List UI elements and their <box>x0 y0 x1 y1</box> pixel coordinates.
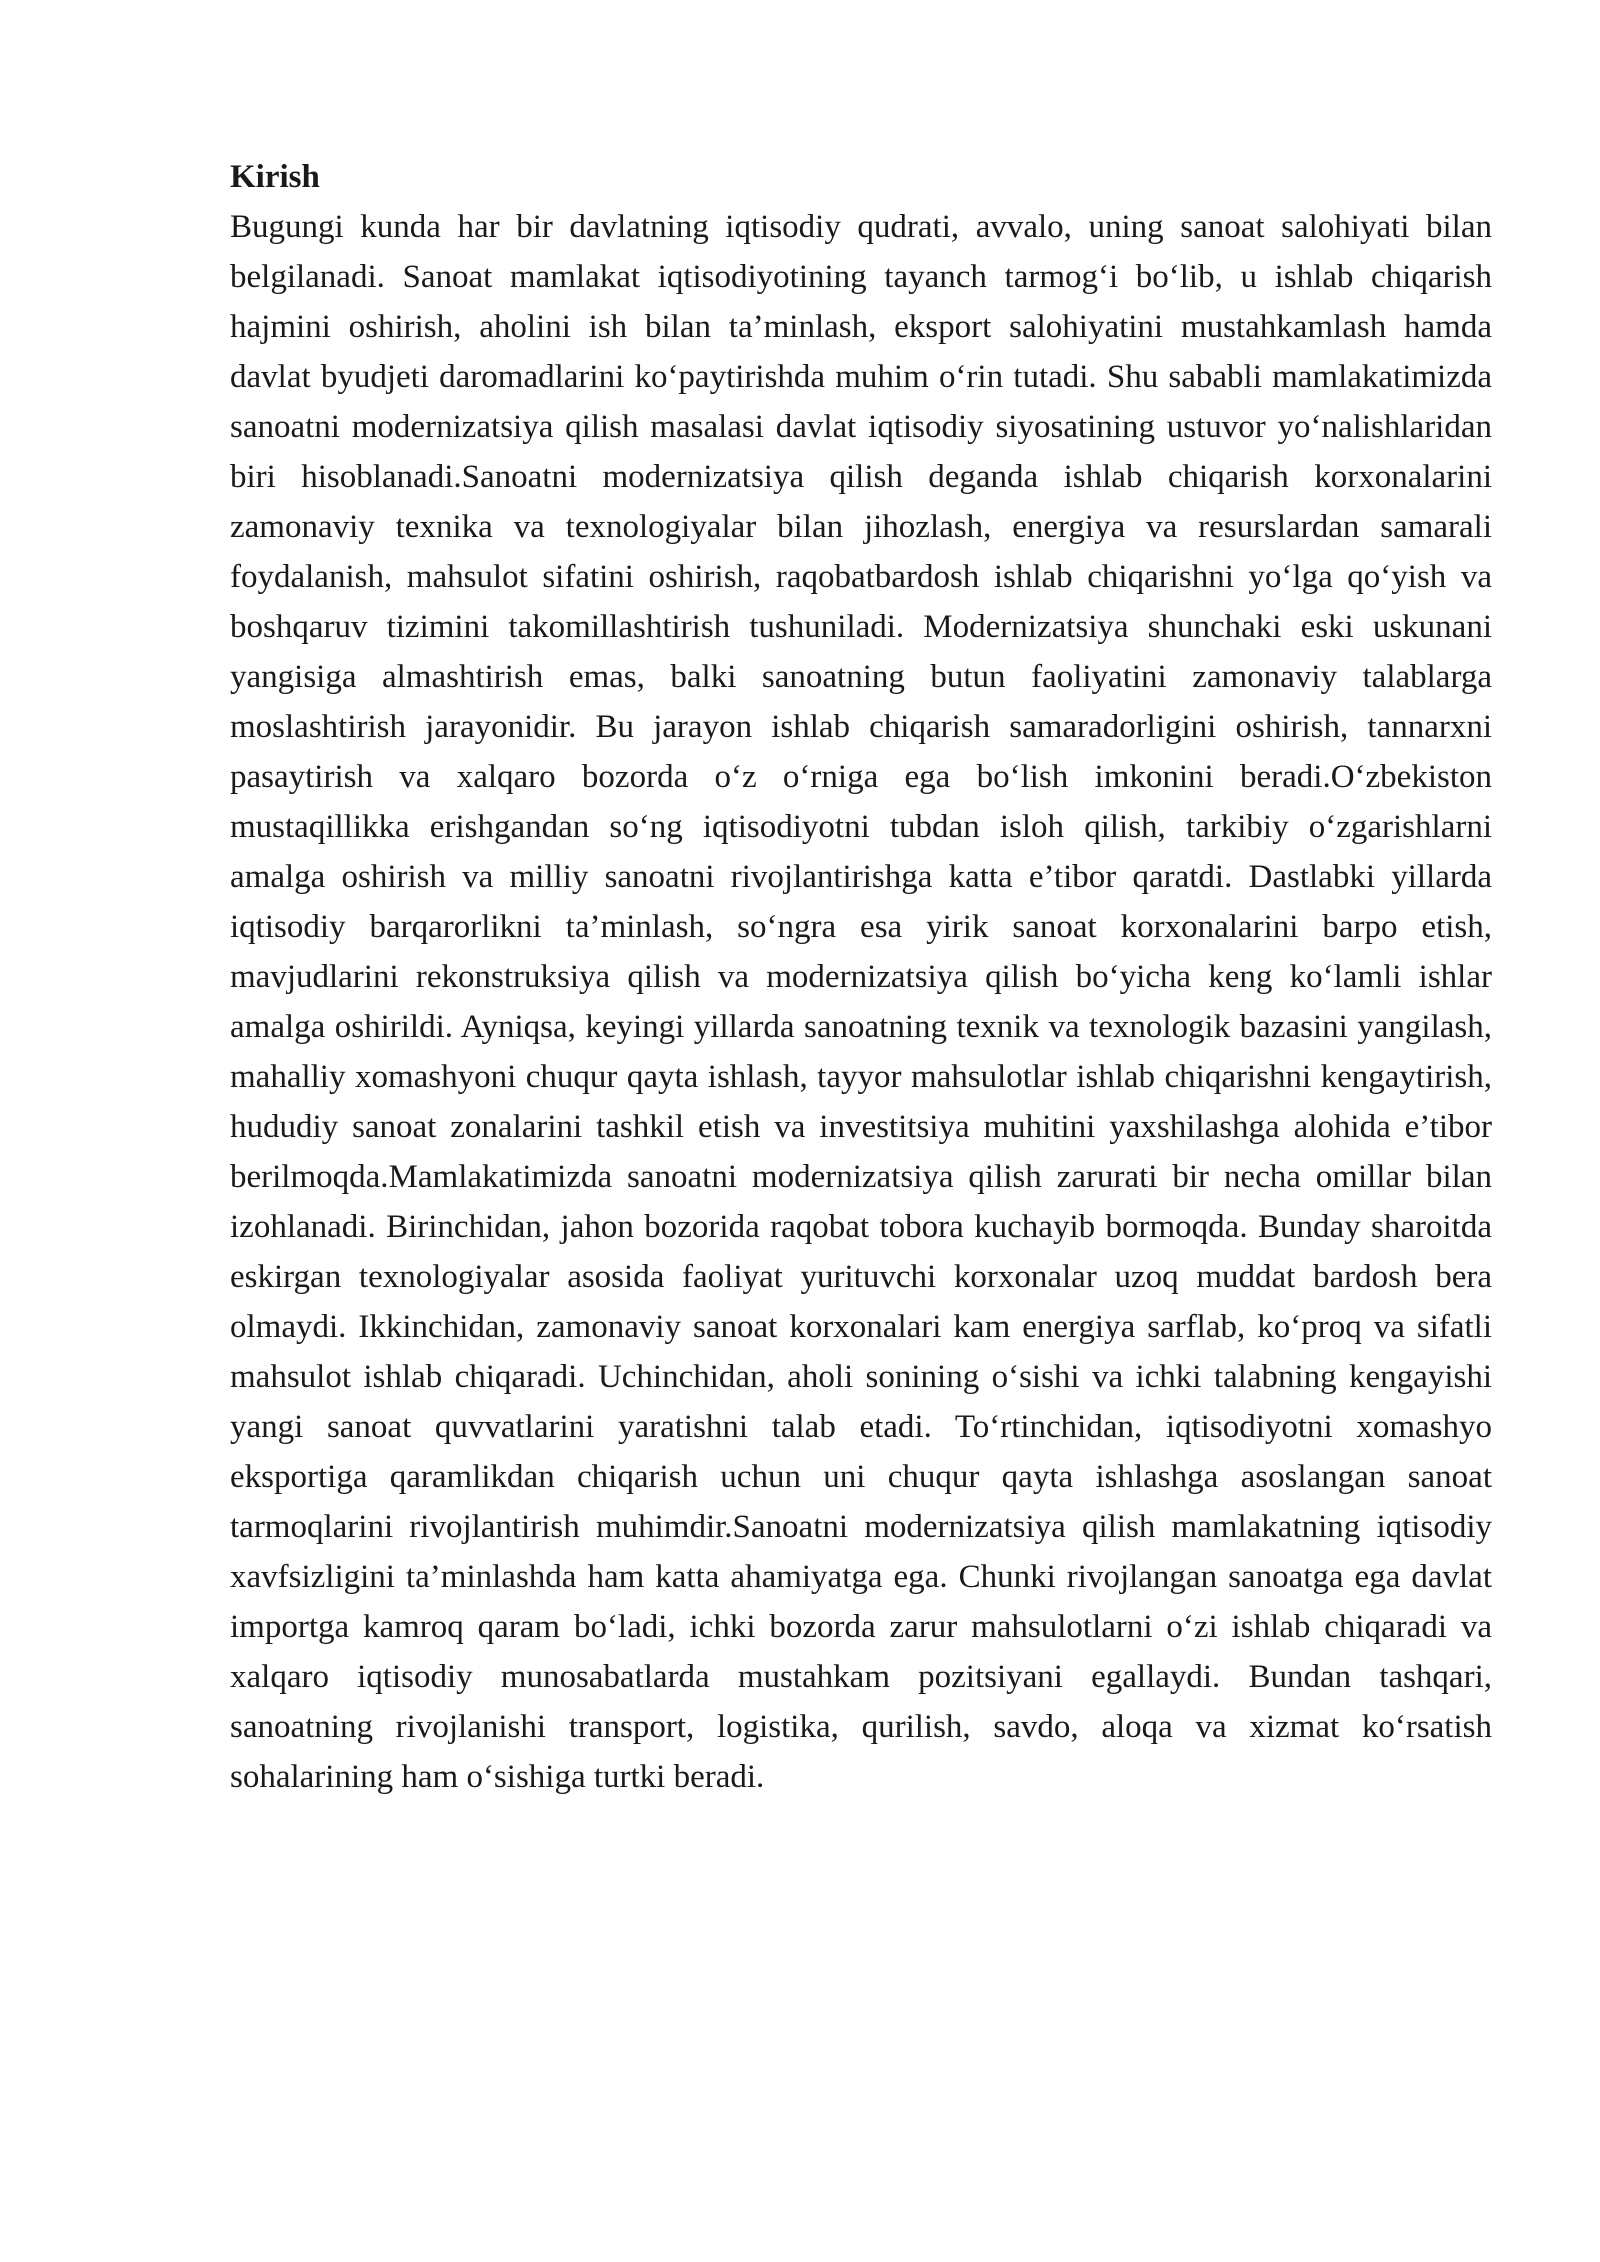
document-body <box>230 152 1492 1802</box>
body-paragraph: Bugungi kunda har bir davlatning iqtisodiy qudrati, avvalo, uning sanoat salohiyati bilan belgilanadi. Sanoat mamlakat iqtisodiyotining tayanch tarmog‘i bo‘lib, u ishlab chiqarish hajmini oshirish, aholini ish bilan ta’minlash, eksport salohiyatini mustahkamlash hamda davlat byudjeti daromadlarini ko‘paytirishda muhim o‘rin tutadi. Shu sababli mamlakatimizda sanoatni modernizatsiya qilish masalasi davlat iqtisodiy siyosatining ustuvor yo‘nalishlaridan biri hisoblanadi.Sanoatni modernizatsiya qilish deganda ishlab chiqarish korxonalarini zamonaviy texnika va texnologiyalar bilan jihozlash, energiya va resurslardan samarali foydalanish, mahsulot sifatini oshirish, raqobatbardosh ishlab chiqarishni yo‘lga qo‘yish va boshqaruv tizimini takomillashtirish tushuniladi. Modernizatsiya shunchaki eski uskunani yangisiga almashtirish emas, balki sanoatning butun faoliyatini zamonaviy talablarga moslashtirish jarayonidir. Bu jarayon ishlab chiqarish samaradorligini oshirish, tannarxni pasaytirish va xalqaro bozorda o‘z o‘rniga ega bo‘lish imkonini beradi.O‘zbekiston mustaqillikka erishgandan so‘ng iqtisodiyotni tubdan isloh qilish, tarkibiy o‘zgarishlarni amalga oshirish va milliy sanoatni rivojlantirishga katta e’tibor qaratdi. Dastlabki yillarda iqtisodiy barqarorlikni ta’minlash, so‘ngra esa yirik sanoat korxonalarini barpo etish, mavjudlarini rekonstruksiya qilish va modernizatsiya qilish bo‘yicha keng ko‘lamli ishlar amalga oshirildi. Ayniqsa, keyingi yillarda sanoatning texnik va texnologik bazasini yangilash, mahalliy xomashyoni chuqur qayta ishlash, tayyor mahsulotlar ishlab chiqarishni kengaytirish, hududiy sanoat zonalarini tashkil etish va investitsiya muhitini yaxshilashga alohida e’tibor berilmoqda.Mamlakatimizda sanoatni modernizatsiya qilish zarurati bir necha omillar bilan izohlanadi. Birinchidan, jahon bozorida raqobat tobora kuchayib bormoqda. Bunday sharoitda eskirgan texnologiyalar asosida faoliyat yurituvchi korxonalar uzoq muddat bardosh bera olmaydi. Ikkinchidan, zamonaviy sanoat korxonalari kam energiya sarflab, ko‘proq va sifatli mahsulot ishlab chiqaradi. Uchinchidan, aholi sonining o‘sishi va ichki talabning kengayishi yangi sanoat quvvatlarini yaratishni talab etadi. To‘rtinchidan, iqtisodiyotni xomashyo eksportiga qaramlikdan chiqarish uchun uni chuqur qayta ishlashga asoslangan sanoat tarmoqlarini rivojlantirish muhimdir.Sanoatni modernizatsiya qilish mamlakatning iqtisodiy xavfsizligini ta’minlashda ham katta ahamiyatga ega. Chunki rivojlangan sanoatga ega davlat importga kamroq qaram bo‘ladi, ichki bozorda zarur mahsulotlarni o‘zi ishlab chiqaradi va xalqaro iqtisodiy munosabatlarda mustahkam pozitsiyani egallaydi. Bundan tashqari, sanoatning rivojlanishi transport, logistika, qurilish, savdo, aloqa va xizmat ko‘rsatish sohalarining ham o‘sishiga turtki beradi. <box>230 209 1492 1795</box>
section-heading: Kirish <box>230 159 320 195</box>
